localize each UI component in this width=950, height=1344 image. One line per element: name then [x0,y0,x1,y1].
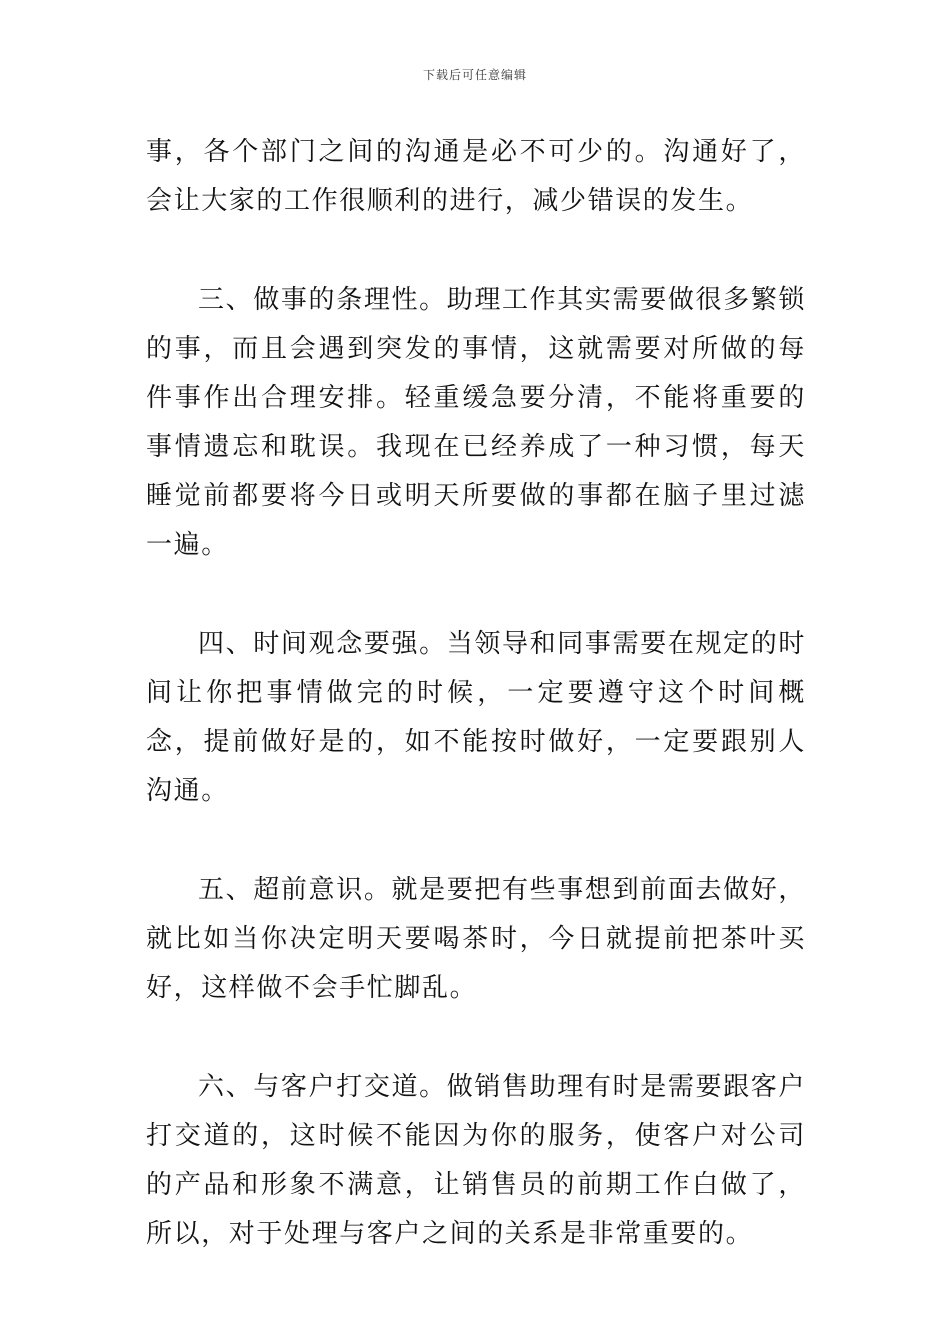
header-note: 下载后可任意编辑 [422,68,527,82]
document-body [146,128,806,1309]
paragraph-communication-end: 事，各个部门之间的沟通是必不可少的。沟通好了，会让大家的工作很顺利的进行，减少错误的发生。 [146,137,806,216]
paragraph-point-four: 四、时间观念要强。当领导和同事需要在规定的时间让你把事情做完的时候，一定要遵守这个时间概念，提前做好是的，如不能按时做好，一定要跟别人沟通。 [146,629,806,806]
paragraph-point-five: 五、超前意识。就是要把有些事想到前面去做好，就比如当你决定明天要喝茶时，今日就提前把茶叶买好，这样做不会手忙脚乱。 [146,875,806,1003]
paragraph-point-six: 六、与客户打交道。做销售助理有时是需要跟客户打交道的，这时候不能因为你的服务，使客户对公司的产品和形象不满意，让销售员的前期工作白做了，所以，对于处理与客户之间的关系是非常重要的。 [146,1072,806,1249]
paragraph-point-three: 三、做事的条理性。助理工作其实需要做很多繁锁的事，而且会遇到突发的事情，这就需要对所做的每件事作出合理安排。轻重缓急要分清，不能将重要的事情遗忘和耽误。我现在已经养成了一种习惯，每天睡觉前都要将今日或明天所要做的事都在脑子里过滤一遍。 [146,285,806,560]
